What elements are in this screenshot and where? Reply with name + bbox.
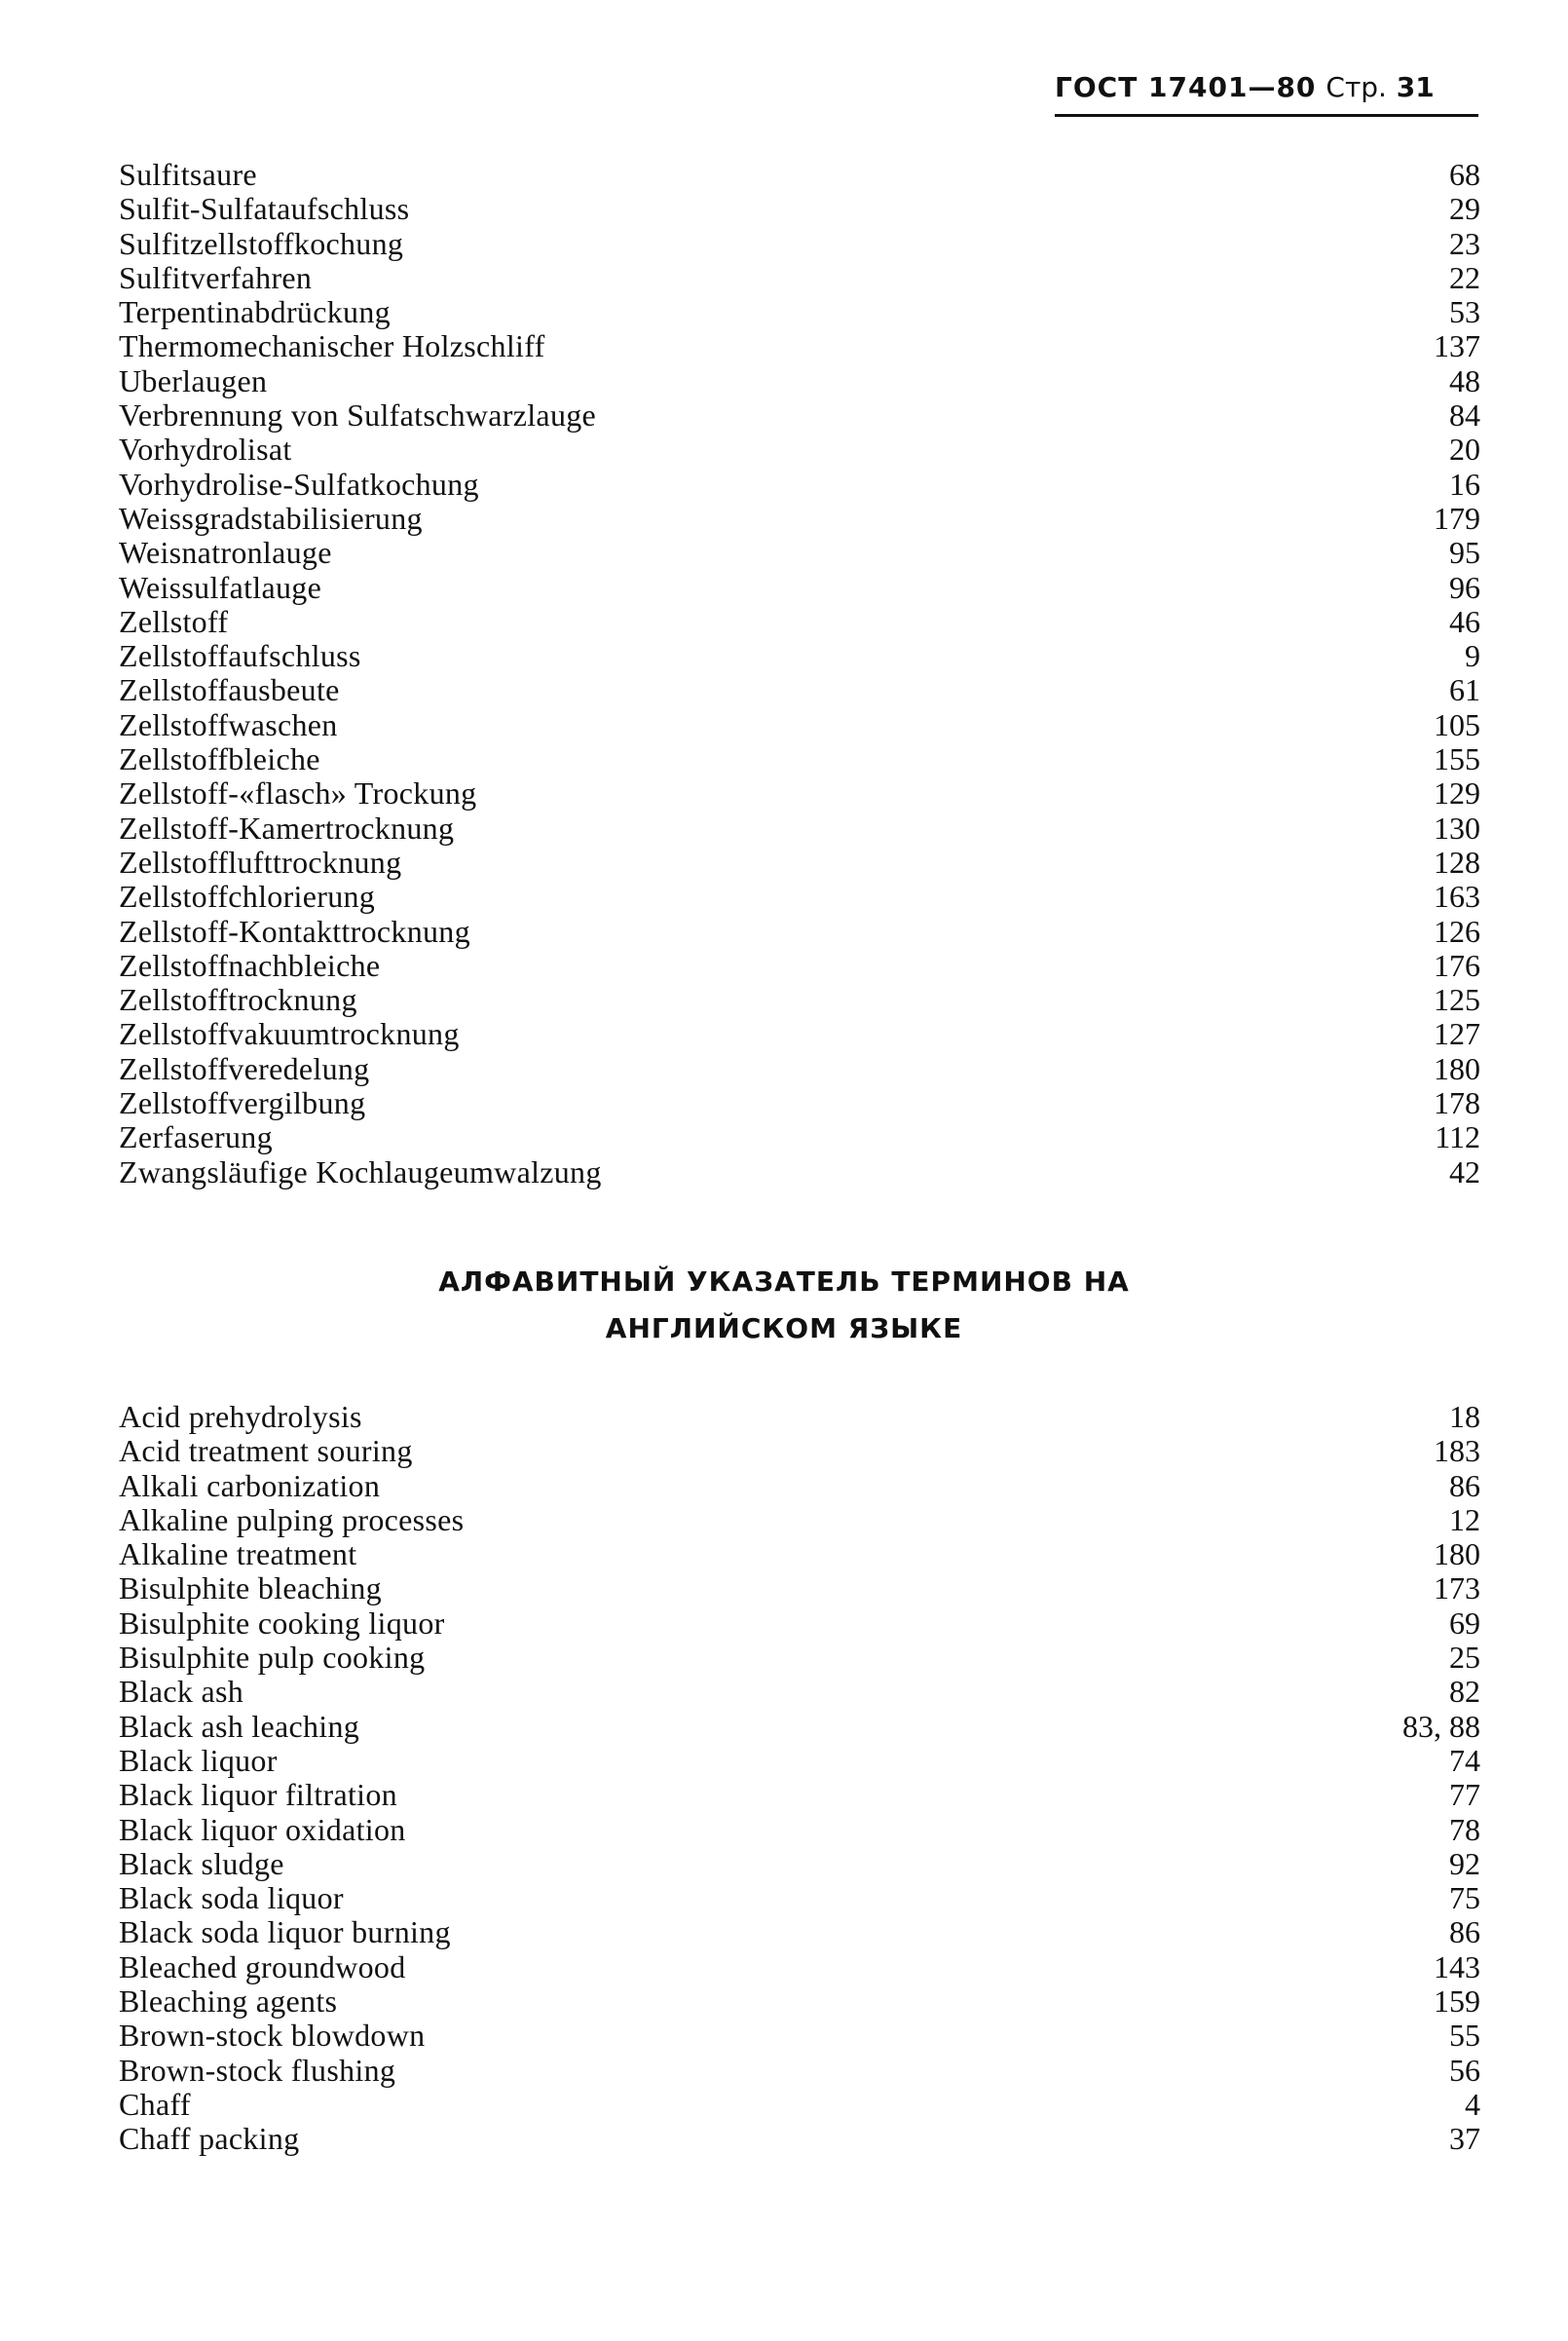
german-index-list	[119, 158, 1480, 1189]
index-number: 42	[1449, 1153, 1480, 1189]
index-number: 137	[1434, 328, 1480, 364]
index-number: 105	[1434, 706, 1480, 742]
index-term: Brown-stock blowdown	[119, 2018, 426, 2054]
index-entry	[119, 1606, 1480, 1641]
index-entry	[119, 1847, 1480, 1881]
index-number: 126	[1434, 913, 1480, 949]
index-number: 16	[1449, 466, 1480, 502]
index-entry	[119, 1052, 1480, 1086]
index-number: 86	[1449, 1467, 1480, 1503]
index-entry	[119, 1155, 1480, 1189]
section-heading-line-1: АЛФАВИТНЫЙ УКАЗАТЕЛЬ ТЕРМИНОВ НА	[438, 1265, 1130, 1298]
index-entry	[119, 1950, 1480, 1984]
index-term: Bleached groundwood	[119, 1948, 406, 1984]
index-term: Vorhydrolise-Sulfatkochung	[119, 466, 479, 502]
index-number: 143	[1434, 1948, 1480, 1984]
index-entry	[119, 949, 1480, 983]
index-number: 86	[1449, 1914, 1480, 1950]
index-number: 84	[1449, 397, 1480, 434]
index-entry	[119, 1744, 1480, 1778]
index-term: Chaff packing	[119, 2121, 300, 2157]
index-entry	[119, 812, 1480, 846]
index-entry	[119, 2019, 1480, 2053]
index-number: 179	[1434, 500, 1480, 536]
index-entry	[119, 776, 1480, 811]
index-number: 74	[1449, 1742, 1480, 1778]
index-entry	[119, 708, 1480, 742]
index-number: 155	[1434, 741, 1480, 777]
index-term: Black ash	[119, 1674, 243, 1710]
index-number: 56	[1449, 2052, 1480, 2088]
index-number: 96	[1449, 569, 1480, 605]
index-number: 77	[1449, 1777, 1480, 1813]
index-number: 18	[1449, 1399, 1480, 1434]
index-term: Uberlaugen	[119, 362, 268, 398]
index-term: Zellstoff-«flasch» Trockung	[119, 775, 477, 812]
index-number: 68	[1449, 157, 1480, 192]
index-term: Zellstoffveredelung	[119, 1050, 370, 1086]
index-number: 12	[1449, 1501, 1480, 1537]
page-number: 31	[1396, 71, 1435, 103]
index-term: Zellstofflufttrocknung	[119, 844, 402, 880]
index-term: Bleaching agents	[119, 1983, 338, 2020]
index-number: 69	[1449, 1605, 1480, 1641]
index-entry	[119, 536, 1480, 570]
index-number: 129	[1434, 775, 1480, 812]
index-entry	[119, 1710, 1480, 1744]
index-entry	[119, 983, 1480, 1017]
index-term: Alkaline pulping processes	[119, 1501, 465, 1537]
index-number: 9	[1465, 638, 1480, 674]
index-term: Terpentinabdrückung	[119, 294, 391, 330]
index-number: 48	[1449, 362, 1480, 398]
index-entry	[119, 158, 1480, 192]
index-number: 130	[1434, 810, 1480, 846]
index-term: Zellstofftrocknung	[119, 982, 357, 1018]
index-number: 22	[1449, 259, 1480, 295]
index-term: Zellstoff-Kontakttrocknung	[119, 913, 470, 949]
index-entry	[119, 261, 1480, 295]
index-entry	[119, 1017, 1480, 1051]
index-entry	[119, 1571, 1480, 1605]
index-entry	[119, 1400, 1480, 1434]
index-entry	[119, 295, 1480, 329]
index-entry	[119, 605, 1480, 639]
index-number: 125	[1434, 982, 1480, 1018]
index-number: 23	[1449, 225, 1480, 261]
page-header	[1055, 68, 1478, 107]
index-number: 82	[1449, 1674, 1480, 1710]
index-term: Thermomechanischer Holzschliff	[119, 328, 545, 364]
index-entry	[119, 1984, 1480, 2019]
index-entry	[119, 433, 1480, 467]
index-term: Sulfitsaure	[119, 157, 257, 192]
index-number: 4	[1465, 2086, 1480, 2122]
index-number: 29	[1449, 191, 1480, 227]
index-term: Black liquor filtration	[119, 1777, 397, 1813]
index-entry	[119, 1915, 1480, 1949]
index-term: Zwangsläufige Kochlaugeumwalzung	[119, 1153, 602, 1189]
index-entry	[119, 1503, 1480, 1537]
index-term: Weisnatronlauge	[119, 535, 332, 571]
index-number: 178	[1434, 1085, 1480, 1121]
index-number: 176	[1434, 947, 1480, 983]
index-term: Chaff	[119, 2086, 191, 2122]
index-term: Zellstoff	[119, 603, 229, 639]
index-entry	[119, 880, 1480, 914]
index-term: Zellstoff-Kamertrocknung	[119, 810, 455, 846]
index-term: Zellstoffnachbleiche	[119, 947, 381, 983]
index-number: 20	[1449, 432, 1480, 468]
index-number: 75	[1449, 1880, 1480, 1916]
index-entry	[119, 1881, 1480, 1915]
index-term: Weissgradstabilisierung	[119, 500, 423, 536]
index-term: Acid treatment souring	[119, 1433, 413, 1469]
index-number: 55	[1449, 2018, 1480, 2054]
index-term: Brown-stock flushing	[119, 2052, 396, 2088]
index-number: 46	[1449, 603, 1480, 639]
index-number: 173	[1434, 1570, 1480, 1606]
index-entry	[119, 468, 1480, 502]
index-number: 95	[1449, 535, 1480, 571]
index-entry	[119, 227, 1480, 261]
index-entry	[119, 571, 1480, 605]
index-number: 180	[1434, 1536, 1480, 1572]
index-number: 37	[1449, 2121, 1480, 2157]
index-term: Alkali carbonization	[119, 1467, 381, 1503]
index-term: Sulfitverfahren	[119, 259, 313, 295]
index-number: 61	[1449, 672, 1480, 708]
index-term: Bisulphite pulp cooking	[119, 1640, 426, 1676]
index-term: Black liquor	[119, 1742, 278, 1778]
index-term: Zellstoffausbeute	[119, 672, 340, 708]
standard-number: ГОСТ 17401—80	[1055, 71, 1317, 103]
index-entry	[119, 398, 1480, 433]
index-term: Black soda liquor	[119, 1880, 344, 1916]
index-entry	[119, 2122, 1480, 2156]
index-term: Acid prehydrolysis	[119, 1399, 362, 1434]
index-term: Black soda liquor burning	[119, 1914, 451, 1950]
index-number: 163	[1434, 879, 1480, 915]
index-entry	[119, 639, 1480, 673]
index-entry	[119, 192, 1480, 226]
index-number: 128	[1434, 844, 1480, 880]
index-number: 83, 88	[1402, 1708, 1480, 1744]
section-heading	[0, 1259, 1568, 1352]
index-entry	[119, 1778, 1480, 1812]
index-term: Zellstoffvergilbung	[119, 1085, 366, 1121]
index-term: Verbrennung von Sulfatschwarzlauge	[119, 397, 597, 434]
page-label: Стр.	[1325, 71, 1387, 103]
index-entry	[119, 1120, 1480, 1154]
index-term: Zellstoffaufschluss	[119, 638, 361, 674]
index-entry	[119, 329, 1480, 363]
index-entry	[119, 1641, 1480, 1675]
index-entry	[119, 1434, 1480, 1468]
index-entry	[119, 364, 1480, 398]
index-entry	[119, 1813, 1480, 1847]
index-term: Black ash leaching	[119, 1708, 360, 1744]
index-term: Zellstoffchlorierung	[119, 879, 376, 915]
index-entry	[119, 2054, 1480, 2088]
index-term: Zellstoffbleiche	[119, 741, 320, 777]
english-index-list	[119, 1400, 1480, 2157]
index-entry	[119, 1086, 1480, 1120]
index-entry	[119, 915, 1480, 949]
index-term: Zellstoffwaschen	[119, 706, 338, 742]
index-number: 180	[1434, 1050, 1480, 1086]
index-number: 183	[1434, 1433, 1480, 1469]
index-entry	[119, 1469, 1480, 1503]
section-heading-line-2: АНГЛИЙСКОМ ЯЗЫКЕ	[605, 1312, 963, 1344]
index-entry	[119, 742, 1480, 776]
index-entry	[119, 846, 1480, 880]
index-term: Zellstoffvakuumtrocknung	[119, 1016, 460, 1052]
index-term: Sulfit-Sulfataufschluss	[119, 191, 410, 227]
index-entry	[119, 502, 1480, 536]
index-number: 25	[1449, 1640, 1480, 1676]
header-rule	[1055, 114, 1478, 117]
index-number: 78	[1449, 1811, 1480, 1847]
index-term: Black liquor oxidation	[119, 1811, 406, 1847]
index-term: Bisulphite cooking liquor	[119, 1605, 445, 1641]
index-entry	[119, 2088, 1480, 2122]
index-term: Bisulphite bleaching	[119, 1570, 382, 1606]
index-term: Black sludge	[119, 1845, 284, 1881]
index-term: Weissulfatlauge	[119, 569, 322, 605]
index-term: Sulfitzellstoffkochung	[119, 225, 404, 261]
index-term: Zerfaserung	[119, 1119, 273, 1155]
index-number: 53	[1449, 294, 1480, 330]
index-number: 112	[1435, 1119, 1480, 1155]
index-number: 127	[1434, 1016, 1480, 1052]
index-number: 92	[1449, 1845, 1480, 1881]
index-entry	[119, 1675, 1480, 1709]
index-term: Vorhydrolisat	[119, 432, 292, 468]
index-term: Alkaline treatment	[119, 1536, 357, 1572]
index-entry	[119, 673, 1480, 707]
index-number: 159	[1434, 1983, 1480, 2020]
index-entry	[119, 1537, 1480, 1571]
